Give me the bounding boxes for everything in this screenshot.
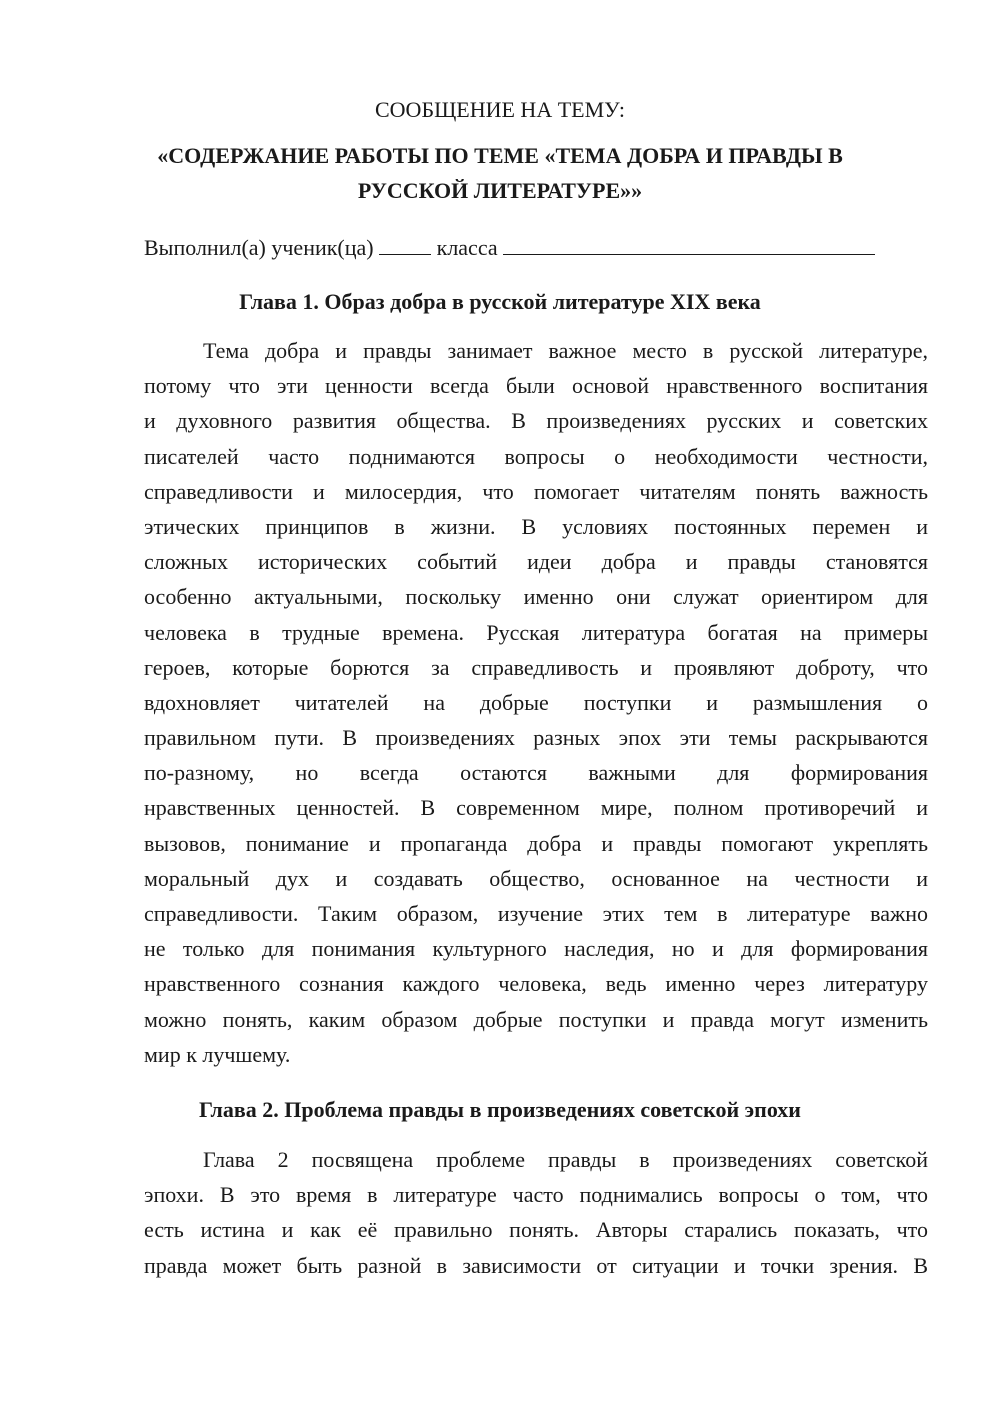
paragraph-line: этических принципов в жизни. В условиях постоянных перемен и xyxy=(144,513,928,539)
paragraph-line: справедливости. Таким образом, изучение этих тем в литературе важно xyxy=(144,901,928,926)
paragraph-line: вызовов, понимание и пропаганда добра и правды помогают укреплять xyxy=(144,830,928,856)
paragraph-line: правда может быть разной в зависимости от ситуации и точки зрения. В xyxy=(144,1252,928,1278)
paragraph-line: Глава 2 посвящена проблеме правды в произведениях советской xyxy=(203,1147,928,1172)
paragraph-line: мир к лучшему. xyxy=(144,1041,291,1067)
paragraph-line: не только для понимания культурного наследия, но и для формирования xyxy=(144,936,928,962)
paragraph-line: писателей часто поднимаются вопросы о необходимости честности, xyxy=(144,443,928,469)
name-blank xyxy=(503,232,875,255)
author-prefix: Выполнил(а) ученик(ца) xyxy=(144,235,374,260)
paragraph-line: моральный дух и создавать общество, основанное на честности и xyxy=(144,865,928,891)
paragraph-line: героев, которые борются за справедливость и проявляют доброту, что xyxy=(144,654,928,680)
paragraph-line: правильном пути. В произведениях разных эпох эти темы раскрываются xyxy=(144,725,928,751)
title-line-2: РУССКОЙ ЛИТЕРАТУРЕ»» xyxy=(357,178,643,203)
chapter-1-heading: Глава 1. Образ добра в русской литературе XIX века xyxy=(239,289,761,314)
paragraph-line: по-разному, но всегда остаются важными для формирования xyxy=(144,760,928,786)
paragraph-line: есть истина и как её правильно понять. Авторы старались показать, что xyxy=(144,1217,928,1243)
title-line-1: «СОДЕРЖАНИЕ РАБОТЫ ПО ТЕМЕ «ТЕМА ДОБРА И ПРАВДЫ В xyxy=(157,143,843,168)
chapter-2-heading: Глава 2. Проблема правды в произведениях советской эпохи xyxy=(199,1097,801,1122)
paragraph-line: потому что эти ценности всегда были основой нравственного воспитания xyxy=(144,373,928,399)
grade-blank xyxy=(379,232,431,255)
author-line xyxy=(144,232,934,263)
paragraph-line: и духовного развития общества. В произведениях русских и советских xyxy=(144,408,928,434)
paragraph-line: человека в трудные времена. Русская литература богатая на примеры xyxy=(144,619,928,645)
paragraph-line: нравственных ценностей. В современном мире, полном противоречий и xyxy=(144,795,928,821)
paragraph-line: нравственного сознания каждого человека, ведь именно через литературу xyxy=(144,971,928,997)
paragraph-line: можно понять, каким образом добрые поступки и правда могут изменить xyxy=(144,1006,928,1032)
paragraph-line: сложных исторических событий идеи добра и правды становятся xyxy=(144,549,928,575)
paragraph-line: эпохи. В это время в литературе часто поднимались вопросы о том, что xyxy=(144,1182,928,1208)
paragraph-line: вдохновляет читателей на добрые поступки и размышления о xyxy=(144,689,928,715)
chapter-1-paragraph xyxy=(144,333,928,1072)
paragraph-line: Тема добра и правды занимает важное место в русской литературе, xyxy=(203,338,928,363)
class-label: класса xyxy=(436,235,498,260)
paragraph-line: особенно актуальными, поскольку именно они служат ориентиром для xyxy=(144,584,928,610)
paragraph-line: справедливости и милосердия, что помогает читателям понять важность xyxy=(144,478,928,504)
topic-line: СООБЩЕНИЕ НА ТЕМУ: xyxy=(375,97,625,122)
chapter-2-paragraph xyxy=(144,1142,928,1283)
